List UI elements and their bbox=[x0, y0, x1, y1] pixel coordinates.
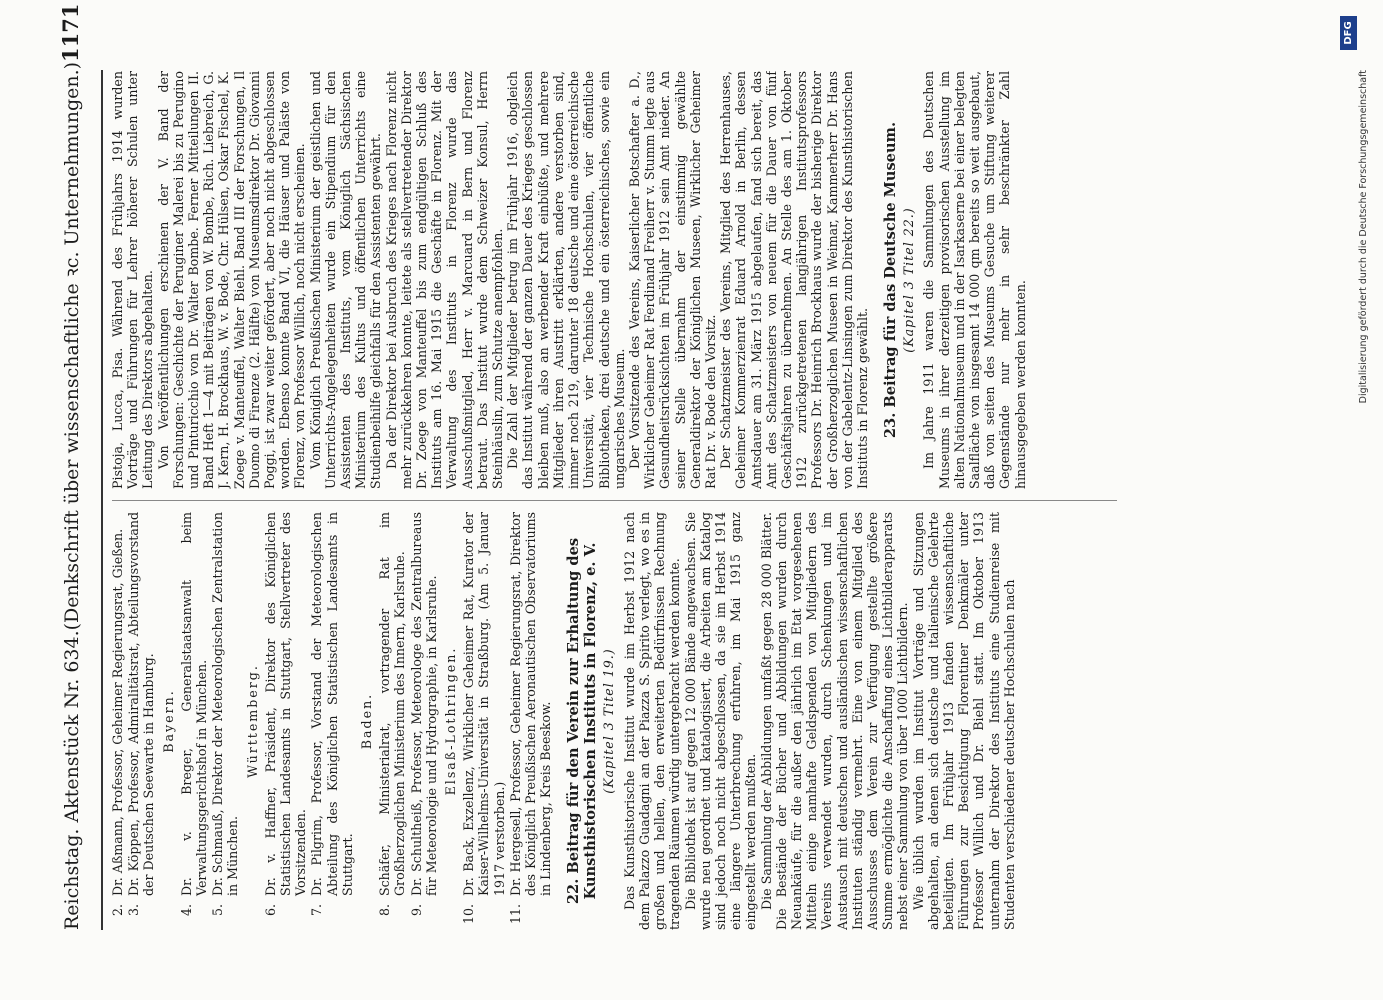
section-22-title: 22. Beitrag für den Verein zur Erhaltung des Kunsthistorischen Instituts in Florenz, e. V. bbox=[565, 537, 600, 905]
entry-number: 8. bbox=[377, 904, 393, 917]
list-item bbox=[409, 512, 439, 930]
paragraph: Die Zahl der Mitglieder betrug im Frühjahr 1916, obgleich das Institut während der ganzen Dauer des Krieges geschlossen bleiben muß, also an werbender Kraft einbüßte, und mehrere Mitglieder ihren Austritt erklärten, andere verstorben sind, immer noch 219, darunter 18 deutsche und eine österreichische Universität, vier Technische Hochschulen, vier öffentliche Bibliotheken, drei deutsche und ein österreichisches, sowie ein ungarisches Museum. bbox=[505, 71, 627, 489]
entry-text: Dr. Schmauß, Direktor der Meteorologischen Zentralstation in München. bbox=[210, 512, 241, 896]
section-22-subtitle: (Kapitel 3 Titel 19.) bbox=[601, 648, 617, 794]
list-item bbox=[126, 512, 156, 930]
left-column bbox=[110, 512, 1120, 930]
paragraph: Das Kunsthistorische Institut wurde im Herbst 1912 nach dem Palazzo Guadagni an der Piazza S. Spirito verlegt, wo es in großen und hellen, den erweiterten Bedürfnissen Rechnung tragenden Räumen würdig untergebracht werden konnte. bbox=[621, 512, 683, 930]
column-divider bbox=[112, 500, 1117, 501]
paragraph: Pistoja, Lucca, Pisa. Während des Frühjahrs 1914 wurden Vorträge und Führungen für Lehrer höherer Schulen unter Leitung des Direktors abgehalten. bbox=[110, 71, 156, 489]
paragraph: Die Bibliothek ist auf gegen 12 000 Bände angewachsen. Sie wurde neu geordnet und katalogisiert, die Arbeiten am Katalog sind jedoch noch nicht abgeschlossen, da sie im Herbst 1914 eine längere Unterbrechung erfuhren, im Mai 1915 ganz eingestellt werden mußten. bbox=[682, 512, 759, 930]
paragraph: Der Vorsitzende des Vereins, Kaiserlicher Botschafter a. D., Wirklicher Geheimer Rat Ferdinand Freiherr v. Stumm legte aus Gesundheitsrücksichten im Frühjahr 1912 sein Amt nieder. An seiner Stelle übernahm der einstimmig gewählte Generaldirektor der Königlichen Museen, Wirklicher Geheimer Rat Dr. v. Bode den Vorsitz. bbox=[626, 71, 718, 489]
paragraph: Wie üblich wurden im Institut Vorträge und Sitzungen abgehalten, an denen sich deutsche und italienische Gelehrte beteiligten. Im Frühjahr 1913 fanden wissenschaftliche Führungen zur Besichtigung Florentiner Denkmäler unter Professor Willich und Dr. Biehl statt. Im Oktober 1913 unternahm der Direktor des Instituts eine Studienreise mit Studenten verschiedener deutscher Hochschulen nach bbox=[910, 512, 1017, 930]
paragraph: Da der Direktor bei Ausbruch des Krieges nach Florenz nicht mehr zurückkehren konnte, leitete als stellvertretender Direktor Dr. Zoege von Manteuffel bis zum endgültigen Schluß des Instituts am 16. Mai 1915 die Geschäfte in Florenz. Mit der Verwaltung des Instituts in Florenz wurde das Ausschußmitglied, Herr v. Marcuard in Bern und Florenz betraut. Das Institut wurde dem Schweizer Konsul, Herrn Steinhäuslin, zum Schutze anempfohlen. bbox=[383, 71, 506, 489]
page-header bbox=[58, 3, 94, 930]
entry-text: Dr. v. Breger, Generalstaatsanwalt beim Verwaltungsgerichtshof in München. bbox=[178, 512, 210, 896]
state-heading-bayern: Bayern. bbox=[160, 689, 176, 753]
entry-text: Dr. Köppen, Professor, Admiralitätsrat, Abteilungsvorstand der Deutschen Seewarte in Hamburg. bbox=[126, 512, 157, 896]
list-item bbox=[508, 512, 554, 930]
paragraph: Von Veröffentlichungen erschienen der V. Band der Forschungen: Geschichte der Peruginer Malerei bis zu Perugino und Pinturicchio von Dr. Walter Bombe. Ferner Mitteilungen II. Band Heft 1—4 mit Beiträgen von W. Bombe, Rich. Liebreich, G. J. Kern, H. Brockhaus, W. v. Bode, Chr. Hülsen, Oskar Fischel, K. Zoege v. Manteuffel, Walter Biehl. Band III der Forschungen, Il Duomo di Firenze (2. Hälfte) von Museumsdirektor Dr. Giovanni Poggi, ist zwar weiter gefördert, aber noch nicht abgeschlossen worden. Ebenso konnte Band VI, die Häuser und Paläste von Florenz, von Professor Willich, noch nicht erscheinen. bbox=[155, 71, 308, 489]
state-heading-elsass: Elsaß-Lothringen. bbox=[443, 646, 459, 796]
entry-number: 7. bbox=[309, 904, 325, 917]
right-column bbox=[110, 71, 1120, 489]
list-item bbox=[461, 512, 507, 930]
list-item bbox=[210, 512, 240, 930]
dfg-logo: DFG bbox=[1340, 16, 1357, 50]
page-number: 1171 bbox=[58, 3, 83, 62]
paragraph: Der Schatzmeister des Vereins, Mitglied des Herrenhauses, Geheimer Kommerzienrat Eduard Arnold in Berlin, dessen Amtsdauer am 31. März 1915 abgelaufen, fand sich bereit, das Amt des Schatzmeisters von neuem für die Dauer von fünf Geschäftsjahren zu übernehmen. An Stelle des am 1. Oktober 1912 zurückgetretenen langjährigen Institutsprofessors Professors Dr. Heinrich Brockhaus wurde der bisherige Direktor der Großherzoglichen Museen in Weimar, Kammerherr Dr. Hans von der Gabelentz-Linsingen zum Direktor des Kunsthistorischen Instituts in Florenz gewählt. bbox=[718, 71, 870, 489]
paragraph: Im Jahre 1911 waren die Sammlungen des Deutschen Museums in ihrer derzeitigen provisorischen Ausstellung im alten Nationalmuseum und in der Isarkaserne bei einer belegten Saalfläche von insgesamt 14 000 qm bereits so weit ausgebaut, daß von seiten des Museums Gesuche um Stiftung weiterer Gegenstände nur mehr in sehr beschränkter Zahl hinausgegeben werden konnten. bbox=[921, 71, 1028, 489]
list-item bbox=[309, 512, 355, 930]
entry-text: Dr. Pilgrim, Professor, Vorstand der Meteorologischen Abteilung des Königlichen Statistischen Landesamts in Stuttgart. bbox=[309, 512, 355, 896]
list-item bbox=[263, 512, 309, 930]
entry-text: Schäfer, Ministerialrat, vortragender Rat im Großherzoglichen Ministerium des Innern, Karlsruhe. bbox=[377, 512, 408, 896]
entry-text: Dr. Back, Exzellenz, Wirklicher Geheimer Rat, Kurator der Kaiser-Wilhelms-Universität in Straßburg. (Am 5. Januar 1917 verstorben.) bbox=[461, 512, 507, 896]
header-rule bbox=[101, 70, 103, 930]
entry-number: 10. bbox=[461, 904, 477, 925]
state-heading-wuerttemberg: Württemberg. bbox=[244, 664, 260, 778]
entry-text: Dr. Aßmann, Professor, Geheimer Regierungsrat, Gießen. bbox=[110, 528, 125, 896]
list-item bbox=[110, 512, 125, 930]
digitization-note: Digitalisierung gefördert durch die Deutsche Forschungsgemeinschaft bbox=[1358, 70, 1369, 404]
entry-number: 3. bbox=[126, 904, 142, 917]
paragraph: Vom Königlich Preußischen Ministerium der geistlichen und Unterrichts-Angelegenheiten wurde ein Stipendium für den Assistenten des Instituts, vom Königlich Sächsischen Ministerium des Kultus und öffentlichen Unterrichts eine Studienbeihilfe gleichfalls für den Assistenten gewährt. bbox=[307, 71, 384, 489]
section-23-title: 23. Beitrag für das Deutsche Museum. bbox=[882, 121, 900, 439]
entry-number: 4. bbox=[178, 904, 194, 917]
list-item bbox=[179, 512, 209, 930]
paragraph: Die Sammlung der Abbildungen umfaßt gegen 28 000 Blätter. Die Bestände der Bücher und Abbildungen wurden durch Neuankäufe, für die außer den jährlich im Etat vorgesehenen Mitteln einige namhafte Geldspenden von Mitgliedern des Vereins verwendet wurden, durch Schenkungen und im Austausch mit deutschen und ausländischen wissenschaftlichen Instituten ständig vermehrt. Eine von einem Mitglied des Ausschusses dem Verein zur Verfügung gestellte größere Summe ermöglichte die Anschaffung eines Lichtbilderapparats nebst einer Sammlung von über 1000 Lichtbildern. bbox=[758, 512, 911, 930]
entry-number: 2. bbox=[110, 904, 125, 917]
entry-text: Dr. Hergesell, Professor, Geheimer Regierungsrat, Direktor des Königlich Preußischen Aeronautischen Observatoriums in Lindenberg, Kreis Beeskow. bbox=[507, 512, 554, 896]
entry-number: 6. bbox=[262, 904, 278, 917]
header-title: Reichstag. Aktenstück Nr. 634. bbox=[61, 630, 83, 930]
entry-text: Dr. v. Haffner, Präsident, Direktor des Königlichen Statistischen Landesamts in Stuttgart, Stellvertreter des Vorsitzenden. bbox=[262, 512, 309, 896]
entry-text: Dr. Schultheiß, Professor, Meteorologe des Zentralbureaus für Meteorologie und Hydrographie, in Karlsruhe. bbox=[408, 512, 439, 896]
section-23-subtitle: (Kapitel 3 Titel 22.) bbox=[901, 207, 917, 353]
entry-number: 9. bbox=[408, 904, 424, 917]
header-subtitle: (Denkschrift über wissenschaftliche ꝛc. Unternehmungen.) bbox=[61, 61, 83, 631]
list-item bbox=[377, 512, 407, 930]
entry-number: 11. bbox=[507, 904, 523, 925]
entry-number: 5. bbox=[210, 904, 226, 917]
state-heading-baden: Baden. bbox=[359, 692, 375, 750]
entry-list bbox=[110, 512, 157, 930]
